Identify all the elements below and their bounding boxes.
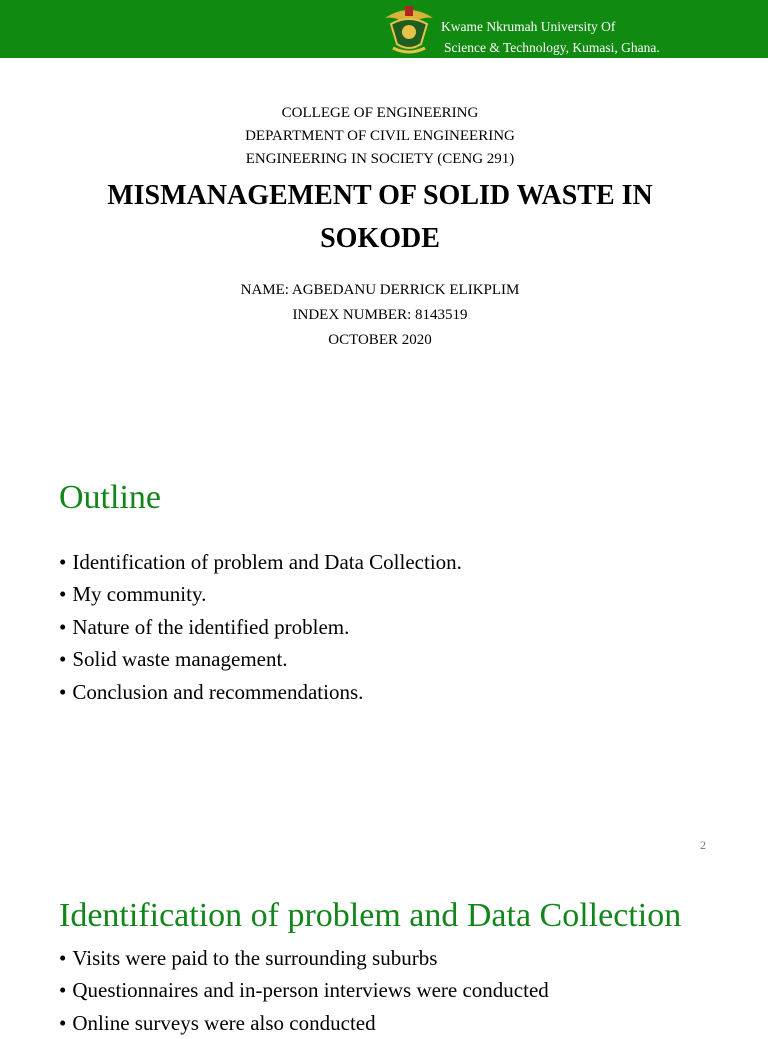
college-line: COLLEGE OF ENGINEERING (281, 105, 479, 121)
title-line-1: MISMANAGEMENT OF SOLID WASTE IN (107, 180, 653, 211)
date: OCTOBER 2020 (328, 332, 432, 348)
university-line-1: Kwame Nkrumah University Of (441, 19, 616, 34)
document-title (0, 174, 760, 260)
identification-list (59, 942, 549, 1039)
department-line: DEPARTMENT OF CIVIL ENGINEERING (245, 128, 515, 144)
university-name (441, 16, 660, 58)
outline-heading: Outline (59, 479, 161, 516)
list-item: • Nature of the identified problem. (59, 611, 462, 643)
identification-heading: Identification of problem and Data Collection (59, 897, 682, 934)
course-line: ENGINEERING IN SOCIETY (CENG 291) (245, 151, 515, 167)
author-info (0, 278, 760, 353)
university-crest-icon (381, 0, 437, 58)
list-item: • Conclusion and recommendations. (59, 676, 462, 708)
header-banner (0, 0, 768, 58)
university-line-2: Science & Technology, Kumasi, Ghana. (444, 40, 660, 55)
author-name: NAME: AGBEDANU DERRICK ELIKPLIM (240, 282, 520, 298)
outline-list (59, 546, 462, 708)
list-item: • Visits were paid to the surrounding suburbs (59, 942, 549, 974)
college-info (0, 102, 760, 171)
index-number: INDEX NUMBER: 8143519 (292, 307, 468, 323)
list-item: • Identification of problem and Data Collection. (59, 546, 462, 578)
title-line-2: SOKODE (320, 223, 440, 254)
page-number: 2 (700, 838, 706, 852)
list-item: • Online surveys were also conducted (59, 1007, 549, 1039)
list-item: • Questionnaires and in-person interviews were conducted (59, 974, 549, 1006)
list-item: • Solid waste management. (59, 643, 462, 675)
list-item: • My community. (59, 578, 462, 610)
